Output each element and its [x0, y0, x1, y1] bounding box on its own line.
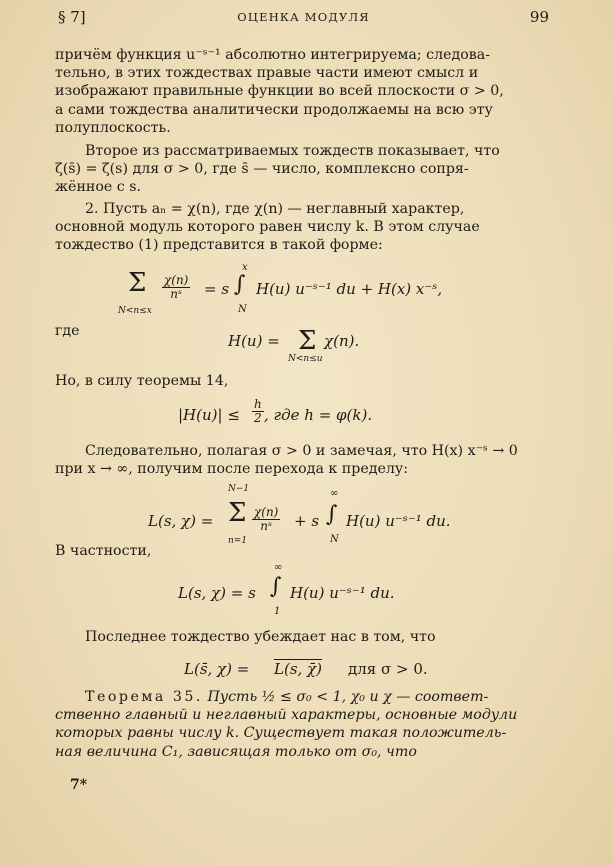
theorem-35 — [55, 688, 555, 761]
text-line: тождество (1) представится в такой форме: — [55, 237, 383, 254]
eq-lhs: L(s̄, χ) = — [184, 660, 250, 678]
but-line: Но, в силу теоремы 14, — [55, 373, 229, 389]
text-line: а сами тождества аналитически продолжаемы на всю эту — [55, 101, 493, 118]
paragraph-1 — [55, 46, 555, 137]
sum-symbol: Σ — [298, 326, 317, 356]
integrand: H(u) u⁻ˢ⁻¹ du + H(x) x⁻ˢ, — [256, 280, 443, 298]
integral-upper: ∞ — [274, 562, 283, 573]
text-line: причём функция u⁻ˢ⁻¹ абсолютно интегрируема; следова- — [55, 47, 491, 63]
theorem-label: Теорема 35. — [85, 689, 203, 705]
text-line: полуплоскость. — [55, 119, 171, 136]
paragraph-3 — [55, 200, 555, 255]
text-line: основной модуль которого равен числу k. В этом случае — [55, 219, 480, 236]
plus-s: + s — [294, 512, 320, 530]
sum-symbol: Σ — [228, 498, 247, 528]
theorem-first-line — [55, 688, 555, 706]
eq-lhs: L(s, χ) = — [148, 512, 214, 530]
text-line: ственно главный и неглавный характеры, основные модули — [55, 707, 518, 724]
last-identity-text: Последнее тождество убеждает нас в том, что — [85, 629, 436, 645]
text-line: ζ(s̄) = ζ̄(s) для σ > 0, где s̄ — число, комплексно сопря- — [55, 161, 469, 178]
equals-s: = s — [204, 280, 230, 298]
sum-symbol: Σ — [128, 268, 147, 298]
text-line: при x → ∞, получим после перехода к пределу: — [55, 461, 409, 478]
eq-lhs: H(u) = — [228, 332, 280, 350]
eq-rhs-overlined: L(s, χ̄) — [274, 660, 322, 678]
where-label: где — [55, 323, 80, 339]
fraction: $\frac{h}{2}$ — [254, 397, 262, 425]
integral-sign: ∫ — [270, 574, 282, 599]
eq-rhs: , где h = φ(k). — [264, 406, 373, 424]
text-line: изображают правильные функции во всей плоскости σ > 0, — [55, 83, 504, 100]
text-line: Следовательно, полагая σ > 0 и замечая, что H(x) x⁻ˢ → 0 — [85, 443, 518, 459]
running-title: ОЦЕНКА МОДУЛЯ — [237, 10, 370, 24]
integrand: H(u) u⁻ˢ⁻¹ du. — [290, 584, 395, 602]
integral-upper: ∞ — [330, 488, 339, 499]
text-line: Пусть ½ ≤ σ₀ < 1, χ₀ и χ — соответ- — [207, 689, 489, 705]
sum-lower: n=1 — [228, 536, 248, 546]
integral-lower: 1 — [274, 606, 281, 617]
fraction: $\frac{\chi(n)}{\text{nˢ}}$ — [164, 273, 189, 301]
sum-limit: N<n≤u — [288, 354, 323, 364]
sum-limit: N<n≤x — [118, 306, 152, 316]
integral-lower: N — [330, 534, 339, 545]
paragraph-2 — [55, 142, 555, 197]
paragraph-consequently — [55, 442, 555, 478]
integrand: H(u) u⁻ˢ⁻¹ du. — [346, 512, 451, 530]
text-line: тельно, в этих тождествах правые части имеют смысл и — [55, 65, 479, 82]
eq-lhs: |H(u)| ≤ — [178, 406, 240, 424]
integral-sign: ∫ — [326, 502, 338, 527]
text-line: 2. Пусть aₙ = χ(n), где χ(n) — неглавный характер, — [85, 201, 465, 217]
eq-rhs: χ(n). — [324, 332, 360, 350]
text-line: ная величина C₁, зависящая только от σ₀, что — [55, 743, 417, 760]
integral-upper: x — [242, 262, 248, 273]
sum-upper: N−1 — [228, 484, 250, 494]
eq-lhs: L(s, χ) = s — [178, 584, 256, 602]
page-number: 99 — [529, 8, 549, 26]
text-line: которых равны числу k. Существует такая положитель- — [55, 725, 507, 742]
fraction: $\frac{\chi(n)}{\text{nˢ}}$ — [254, 505, 279, 533]
page-header — [58, 8, 549, 32]
text-line: Второе из рассматриваемых тождеств показывает, что — [85, 143, 500, 159]
signature-mark: 7* — [70, 777, 88, 793]
eq-tail: для σ > 0. — [348, 660, 428, 678]
section-mark: § 7] — [58, 8, 86, 26]
in-particular: В частности, — [55, 543, 152, 559]
integral-lower: N — [238, 304, 247, 315]
integral-sign: ∫ — [234, 272, 246, 297]
text-line: жённое с s. — [55, 179, 142, 196]
